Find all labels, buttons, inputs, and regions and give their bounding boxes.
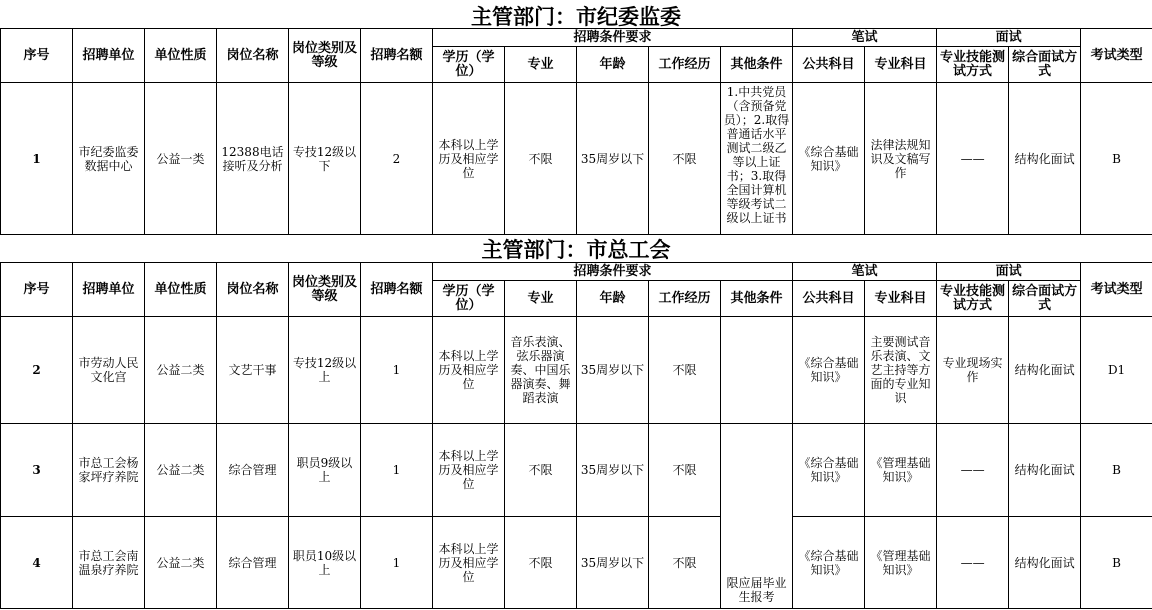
row-other: 1.中共党员（含预备党员）；2.取得普通话水平测试二级乙等以上证书；3.取得全国计算机等级考试二级以上证书: [721, 83, 793, 235]
row-major-subject: 《管理基础知识》: [865, 517, 937, 609]
row-post: 文艺干事: [217, 317, 289, 424]
header-education: 学历（学位）: [433, 281, 505, 317]
row-major-subject: 法律法规知识及文稿写作: [865, 83, 937, 235]
row-comprehensive: 结构化面试: [1009, 317, 1081, 424]
header-category: 岗位类别及等级: [289, 29, 361, 83]
header-post: 岗位名称: [217, 29, 289, 83]
row-other: [721, 317, 793, 424]
row-age: 35周岁以下: [577, 83, 649, 235]
row-seq: 1: [1, 83, 73, 235]
header-unit: 招聘单位: [73, 263, 145, 317]
row-nature: 公益一类: [145, 83, 217, 235]
header-seq: 序号: [1, 263, 73, 317]
table-row: [1, 83, 1152, 235]
header-major: 专业: [505, 47, 577, 83]
row-age: 35周岁以下: [577, 517, 649, 609]
row-exam-type: B: [1081, 517, 1152, 609]
header-skill-test: 专业技能测试方式: [937, 47, 1009, 83]
row-age: 35周岁以下: [577, 424, 649, 517]
row-major: 不限: [505, 424, 577, 517]
row-quota: 1: [361, 424, 433, 517]
row-category: 专技12级以下: [289, 83, 361, 235]
table-row: [1, 317, 1152, 424]
row-post: 综合管理: [217, 517, 289, 609]
header-requirements: 招聘条件要求: [433, 29, 793, 47]
row-unit: 市劳动人民文化宫: [73, 317, 145, 424]
row-public-subject: 《综合基础知识》: [793, 83, 865, 235]
header-interview: 面试: [937, 263, 1081, 281]
recruitment-table-union: [0, 262, 1152, 609]
row-major-subject: 《管理基础知识》: [865, 424, 937, 517]
row-post: 综合管理: [217, 424, 289, 517]
header-exam-type: 考试类型: [1081, 263, 1152, 317]
row-nature: 公益二类: [145, 517, 217, 609]
row-experience: 不限: [649, 517, 721, 609]
row-public-subject: 《综合基础知识》: [793, 517, 865, 609]
row-age: 35周岁以下: [577, 317, 649, 424]
row-seq: 2: [1, 317, 73, 424]
header-quota: 招聘名额: [361, 263, 433, 317]
row-comprehensive: 结构化面试: [1009, 424, 1081, 517]
row-exam-type: B: [1081, 83, 1152, 235]
row-unit: 市纪委监委数据中心: [73, 83, 145, 235]
row-seq: 3: [1, 424, 73, 517]
header-quota: 招聘名额: [361, 29, 433, 83]
row-other-merged: 限应届毕业生报考: [721, 424, 793, 609]
row-exam-type: B: [1081, 424, 1152, 517]
header-comprehensive: 综合面试方式: [1009, 281, 1081, 317]
row-public-subject: 《综合基础知识》: [793, 424, 865, 517]
row-quota: 1: [361, 317, 433, 424]
header-written: 笔试: [793, 29, 937, 47]
row-comprehensive: 结构化面试: [1009, 517, 1081, 609]
row-experience: 不限: [649, 424, 721, 517]
header-public-subject: 公共科目: [793, 281, 865, 317]
header-nature: 单位性质: [145, 29, 217, 83]
row-major: 音乐表演、弦乐器演奏、中国乐器演奏、舞蹈表演: [505, 317, 577, 424]
header-major: 专业: [505, 281, 577, 317]
table-row: [1, 517, 1152, 609]
header-comprehensive: 综合面试方式: [1009, 47, 1081, 83]
header-nature: 单位性质: [145, 263, 217, 317]
row-skill-test: ——: [937, 517, 1009, 609]
header-other: 其他条件: [721, 47, 793, 83]
section-title-union: 主管部门：市总工会: [481, 237, 671, 262]
header-skill-test: 专业技能测试方式: [937, 281, 1009, 317]
row-quota: 1: [361, 517, 433, 609]
header-unit: 招聘单位: [73, 29, 145, 83]
row-public-subject: 《综合基础知识》: [793, 317, 865, 424]
header-education: 学历（学位）: [433, 47, 505, 83]
header-experience: 工作经历: [649, 281, 721, 317]
header-public-subject: 公共科目: [793, 47, 865, 83]
header-interview: 面试: [937, 29, 1081, 47]
row-post: 12388电话接听及分析: [217, 83, 289, 235]
header-major-subject: 专业科目: [865, 281, 937, 317]
row-major: 不限: [505, 517, 577, 609]
recruitment-table-discipline: [0, 28, 1152, 235]
header-exam-type: 考试类型: [1081, 29, 1152, 83]
row-unit: 市总工会杨家坪疗养院: [73, 424, 145, 517]
row-unit: 市总工会南温泉疗养院: [73, 517, 145, 609]
header-major-subject: 专业科目: [865, 47, 937, 83]
row-experience: 不限: [649, 317, 721, 424]
row-skill-test: ——: [937, 83, 1009, 235]
row-skill-test: ——: [937, 424, 1009, 517]
row-experience: 不限: [649, 83, 721, 235]
header-experience: 工作经历: [649, 47, 721, 83]
row-exam-type: D1: [1081, 317, 1152, 424]
row-education: 本科以上学历及相应学位: [433, 83, 505, 235]
row-category: 专技12级以上: [289, 317, 361, 424]
row-category: 职员9级以上: [289, 424, 361, 517]
row-seq: 4: [1, 517, 73, 609]
row-education: 本科以上学历及相应学位: [433, 517, 505, 609]
section-title-discipline: 主管部门：市纪委监委: [471, 4, 681, 29]
row-nature: 公益二类: [145, 317, 217, 424]
row-quota: 2: [361, 83, 433, 235]
header-seq: 序号: [1, 29, 73, 83]
header-requirements: 招聘条件要求: [433, 263, 793, 281]
row-major-subject: 主要测试音乐表演、文艺主持等方面的专业知识: [865, 317, 937, 424]
header-age: 年龄: [577, 47, 649, 83]
header-other: 其他条件: [721, 281, 793, 317]
row-skill-test: 专业现场实作: [937, 317, 1009, 424]
row-nature: 公益二类: [145, 424, 217, 517]
table-row: [1, 424, 1152, 517]
row-major: 不限: [505, 83, 577, 235]
header-age: 年龄: [577, 281, 649, 317]
row-education: 本科以上学历及相应学位: [433, 424, 505, 517]
row-comprehensive: 结构化面试: [1009, 83, 1081, 235]
header-post: 岗位名称: [217, 263, 289, 317]
row-category: 职员10级以上: [289, 517, 361, 609]
header-written: 笔试: [793, 263, 937, 281]
header-category: 岗位类别及等级: [289, 263, 361, 317]
row-education: 本科以上学历及相应学位: [433, 317, 505, 424]
